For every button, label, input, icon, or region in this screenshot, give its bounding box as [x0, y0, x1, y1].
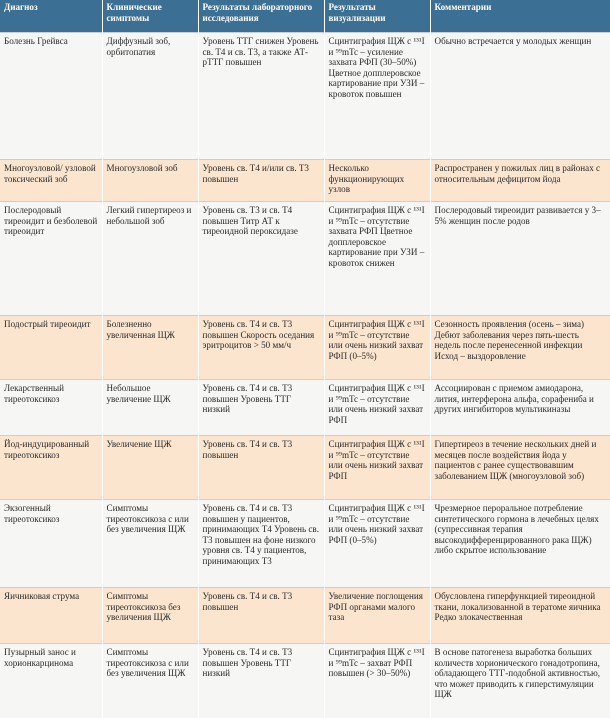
cell-lab: Уровень св. Т4 и св. Т3 повышен [198, 588, 324, 644]
cell-comment: Гипертиреоз в течение нескольких дней и месяцев после воздействия йода у пациентов с ранее существовавшим заболеванием ЩЖ (многоузловой зоб) [430, 436, 610, 500]
cell-comment: Обычно встречается у молодых женщин [430, 33, 610, 160]
cell-symptoms: Симптомы тиреотоксикоза без увеличения ЩЖ [102, 588, 198, 644]
cell-lab: Уровень св. Т4 и св. Т3 повышен Скорость оседания эритроцитов > 50 мм/ч [198, 316, 324, 380]
cell-comment: Чрезмерное пероральное потребление синтетического гормона в лечебных целях (супрессивная терапия высокодифференцированного рака ЩЖ) либо скрытое использование [430, 500, 610, 588]
cell-lab: Уровень св. Т4 и/или св. Т3 повышен [198, 160, 324, 202]
cell-diagnosis: Многоузловой/ узловой токсический зоб [0, 160, 102, 202]
cell-lab: Уровень св. Т4 и св. Т3 повышен Уровень ТТГ низкий [198, 380, 324, 436]
header-diagnosis: Диагноз [0, 0, 102, 33]
table-row [0, 588, 610, 644]
table-row [0, 500, 610, 588]
cell-symptoms: Увеличение ЩЖ [102, 436, 198, 500]
header-symptoms: Клинические симптомы [102, 0, 198, 33]
table-row [0, 160, 610, 202]
cell-comment: Обусловлена гиперфункцией тиреоидной ткани, локализованной в тератоме яичника Редко злокачественная [430, 588, 610, 644]
cell-diagnosis: Болезнь Грейвса [0, 33, 102, 160]
cell-diagnosis: Йод-индуцированный тиреотоксикоз [0, 436, 102, 500]
cell-imaging: Сцинтиграфия ЩЖ с ¹³¹I и ⁹⁹mTc – отсутствие или очень низкий захват РФП (0–5%) [324, 316, 430, 380]
header-lab: Результаты лабораторного исследования [198, 0, 324, 33]
table-row [0, 380, 610, 436]
cell-symptoms: Болезненно увеличенная ЩЖ [102, 316, 198, 380]
cell-symptoms: Небольшое увеличение ЩЖ [102, 380, 198, 436]
table-row [0, 316, 610, 380]
cell-comment: Сезонность проявления (осень – зима) Дебют заболевания через пять-шесть недель после перенесенной инфекции Исход – выздоровление [430, 316, 610, 380]
cell-diagnosis: Лекарственный тиреотоксикоз [0, 380, 102, 436]
cell-imaging: Сцинтиграфия ЩЖ с ¹³¹I и ⁹⁹mTc – захват РФП повышен (> 30–50%) [324, 644, 430, 718]
cell-symptoms: Легкий гипертиреоз и небольшой зоб [102, 202, 198, 316]
cell-imaging: Несколько функционирующих узлов [324, 160, 430, 202]
cell-comment: Послеродовый тиреоидит развивается у 3–5% женщин после родов [430, 202, 610, 316]
cell-imaging: Увеличение поглощения РФП органами малого таза [324, 588, 430, 644]
cell-diagnosis: Пузырный занос и хорионкарцинома [0, 644, 102, 718]
header-imaging: Результаты визуализации [324, 0, 430, 33]
cell-symptoms: Диффузный зоб, орбитопатия [102, 33, 198, 160]
header-comments: Комментарии [430, 0, 610, 33]
cell-diagnosis: Подострый тиреоидит [0, 316, 102, 380]
cell-diagnosis: Экзогенный тиреотоксикоз [0, 500, 102, 588]
cell-lab: Уровень св. Т4 и св. Т3 повышен Уровень ТТГ низкий [198, 644, 324, 718]
cell-lab: Уровень св. Т4 и св. Т3 повышен у пациентов, принимающих Т4 Уровень св. Т3 повышен на фоне низкого уровня св. Т4 у пациентов, принимающих Т3 [198, 500, 324, 588]
cell-comment: Ассоциирован с приемом амиодарона, лития, интерферона альфа, сорафениба и других ингибиторов мультикиназы [430, 380, 610, 436]
cell-lab: Уровень ТТГ снижен Уровень св. Т4 и св. Т3, а также АТ-рТТГ повышен [198, 33, 324, 160]
cell-imaging: Сцинтиграфия ЩЖ с ¹³¹I и ⁹⁹mTc – отсутствие или очень низкий захват РФП (0–5%) [324, 500, 430, 588]
cell-diagnosis: Послеродовый тиреоидит и безболевой тиреоидит [0, 202, 102, 316]
cell-lab: Уровень св. Т4 и св. Т3 повышен [198, 436, 324, 500]
cell-symptoms: Симптомы тиреотоксикоза с или без увеличения ЩЖ [102, 644, 198, 718]
cell-comment: В основе патогенеза выработка больших количеств хорионического гонадотропина, обладающего ТТГ-подобной активностью, что может приводить к гиперстимуляции ЩЖ [430, 644, 610, 718]
cell-imaging: Сцинтиграфия ЩЖ с ¹³¹I и ⁹⁹mTc – отсутствие или очень низкий захват РФП [324, 436, 430, 500]
cell-diagnosis: Яичниковая струма [0, 588, 102, 644]
table-row [0, 33, 610, 160]
cell-imaging: Сцинтиграфия ЩЖ с ¹³¹I и ⁹⁹mTc – усиление захвата РФП (30–50%) Цветное допплеровское картирование при УЗИ – кровоток повышен [324, 33, 430, 160]
table-row [0, 644, 610, 718]
cell-symptoms: Многоузловой зоб [102, 160, 198, 202]
cell-lab: Уровень св. Т3 и св. Т4 повышен Титр АТ к тиреоидной пероксидазе [198, 202, 324, 316]
table-row [0, 436, 610, 500]
table-row [0, 202, 610, 316]
cell-symptoms: Симптомы тиреотоксикоза с или без увеличения ЩЖ [102, 500, 198, 588]
header-row [0, 0, 610, 33]
cell-imaging: Сцинтиграфия ЩЖ с ¹³¹I и ⁹⁹mTc – отсутствие или очень низкий захват РФП [324, 380, 430, 436]
cell-comment: Распространен у пожилых лиц в районах с относительным дефицитом йода [430, 160, 610, 202]
cell-imaging: Сцинтиграфия ЩЖ с ¹³¹I и ⁹⁹mTc – отсутствие захвата РФП Цветное допплеровское картирование при УЗИ – кровоток снижен [324, 202, 430, 316]
